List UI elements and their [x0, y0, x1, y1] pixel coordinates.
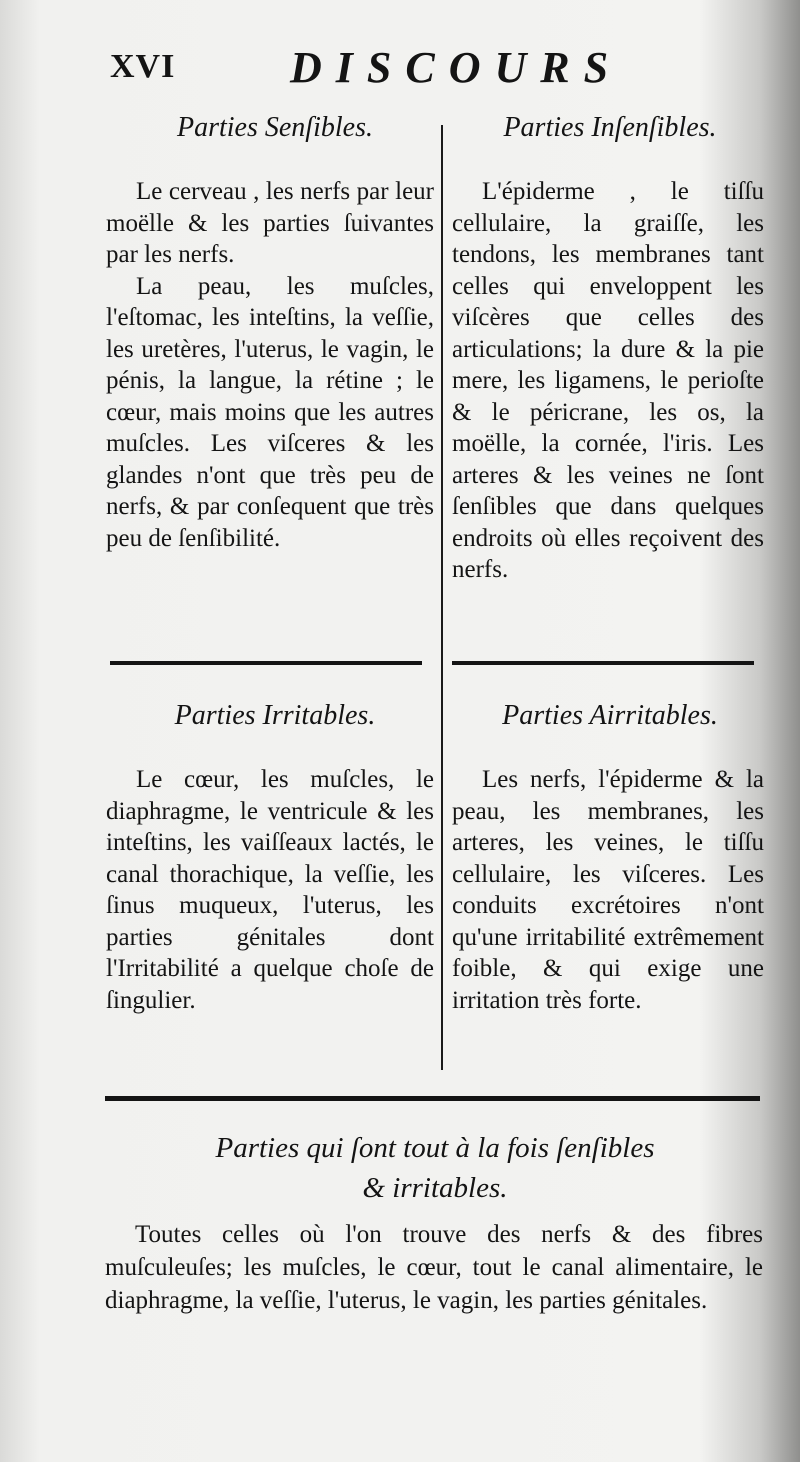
- sensible-paragraph-2: La peau, les muſcles, l'eſtomac, les inteſtins, la veſſie, les uretères, l'uterus, le vagin, le pénis, la langue, la rétine ; le cœur, mais moins que les autres muſcles. Les viſceres & les glandes n'ont que très peu de nerfs, & par conſequent que très peu de ſenſibilité.: [106, 272, 434, 552]
- bottom-section-rule: [105, 1096, 760, 1101]
- heading-parties-insensibles: Parties Inſenſibles.: [503, 112, 717, 143]
- irritable-paragraph-1: Le cœur, les muſcles, le diaphragme, le ventricule & les inteſtins, les vaiſſeaux lactés, le canal thorachique, la veſſie, les ſinus muqueux, l'uterus, les parties génitales dont l'Irritabilité a quelque choſe de ſingulier.: [106, 766, 434, 1014]
- airritable-parts-column: [452, 764, 764, 1016]
- heading-sensibles-et-irritables-line1: Parties qui ſont tout à la fois ſenſibles: [215, 1132, 655, 1164]
- irritable-parts-column: [106, 764, 434, 1016]
- sensibles-et-irritables-paragraph: Toutes celles où l'on trouve des nerfs & des fibres muſculeuſes; les muſcles, le cœur, tout le canal alimentaire, le diaphragme, la veſſie, l'uterus, le vagin, les parties génitales.: [105, 1221, 763, 1314]
- section-rule-left: [110, 661, 422, 665]
- sensible-paragraph-1: Le cerveau , les nerfs par leur moëlle & les parties ſuivantes par les nerfs.: [106, 178, 434, 268]
- heading-parties-irritables: Parties Irritables.: [174, 700, 376, 731]
- insensible-paragraph-1: L'épiderme , le tiſſu cellulaire, la graiſſe, les tendons, les membranes tant celles qui enveloppent les viſcères que celles des articulations; la dure & la pie mere, les ligamens, le perioſte & le péricrane, les os, la moëlle, la cornée, l'iris. Les arteres & les veines ne ſont ſenſibles que dans quelques endroits où elles reçoivent des nerfs.: [452, 178, 764, 583]
- sensible-parts-column: [106, 176, 434, 554]
- insensible-parts-column: [452, 176, 764, 586]
- airritable-paragraph-1: Les nerfs, l'épiderme & la peau, les membranes, les arteres, les veines, le tiſſu cellulaire, les viſceres. Les conduits excrétoires n'ont qu'une irritabilité extrêmement foible, & qui exige une irritation très forte.: [452, 766, 764, 1014]
- section-rule-right: [452, 661, 754, 665]
- heading-sensibles-et-irritables-line2: & irritables.: [362, 1172, 508, 1204]
- heading-parties-sensibles: Parties Senſibles.: [177, 112, 373, 143]
- page-number: XVI: [110, 48, 176, 85]
- column-divider: [441, 125, 443, 1070]
- heading-parties-airritables: Parties Airritables.: [502, 700, 718, 731]
- running-title: DISCOURS: [290, 43, 623, 92]
- page-header: [110, 38, 650, 98]
